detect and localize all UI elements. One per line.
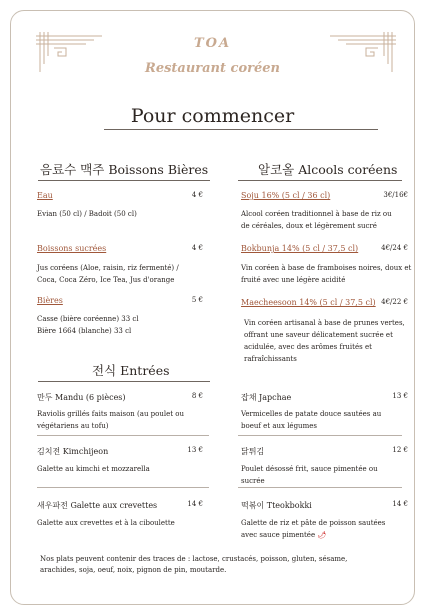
menu-item-desc: Galette de riz et pâte de poisson sautées avec sauce pimentée 🌶 <box>241 519 386 539</box>
menu-item-price: 12 € <box>392 446 408 454</box>
item-divider <box>37 435 209 436</box>
menu-item-name: Maecheesoon 14% (5 cl / 37,5 cl) <box>241 298 376 307</box>
menu-item-desc: Jus coréens (Aloe, raisin, riz fermenté) / Coca, Coca Zéro, Ice Tea, Jus d'orange <box>37 264 179 284</box>
menu-item-price: 4€/24 € <box>381 244 408 252</box>
section-divider <box>38 180 210 181</box>
menu-item-price: 8 € <box>191 392 203 400</box>
section-title-alcools: 알코올 Alcools coréens <box>258 162 398 177</box>
menu-item-price: 13 € <box>187 446 203 454</box>
item-divider <box>37 487 209 488</box>
menu-item-name: 만두 Mandu (6 pièces) <box>37 393 126 402</box>
menu-item-price: 3€/16€ <box>383 191 408 199</box>
chili-pepper-icon: 🌶 <box>317 531 327 539</box>
menu-item-price: 5 € <box>191 296 203 304</box>
menu-item-name: 닭튀김 <box>241 447 265 456</box>
menu-item-price: 14 € <box>187 500 203 508</box>
restaurant-subtitle: Restaurant coréen <box>145 61 280 76</box>
title-divider <box>104 129 378 130</box>
decorative-frame <box>10 10 415 605</box>
menu-item-desc: Alcool coréen traditionnel à base de riz ou de céréales, doux et légèrement sucré <box>241 210 392 230</box>
section-divider <box>238 180 402 181</box>
menu-item-name: Boissons sucrées <box>37 244 107 253</box>
restaurant-name: TOA <box>193 36 232 51</box>
menu-item-price: 14 € <box>392 500 408 508</box>
menu-item-name: 새우파전 Galette aux crevettes <box>37 501 158 510</box>
section-title-boissons: 음료수 맥주 Boissons Bières <box>40 162 209 177</box>
page-title: Pour commencer <box>130 105 295 127</box>
menu-item-name: 잡채 Japchae <box>241 393 292 402</box>
menu-item-name: Eau <box>37 191 53 200</box>
menu-item-price: 13 € <box>392 392 408 400</box>
menu-item-desc: Vin coréen artisanal à base de prunes vertes, offrant une saveur délicatement sucrée et acidulée, avec des arômes fruités et rafraîchissants <box>244 319 405 363</box>
menu-item-name: Bières <box>37 296 63 305</box>
menu-item-name: 떡볶이 Tteokbokki <box>241 501 312 510</box>
menu-item-desc: Evian (50 cl) / Badoit (50 cl) <box>37 210 137 218</box>
menu-item-desc: Vin coréen à base de framboises noires, doux et fruité avec une légère acidité <box>241 264 412 284</box>
menu-item-desc: Raviolis grillés faits maison (au poulet ou végétariens au tofu) <box>37 410 185 430</box>
menu-item-desc: Poulet désossé frit, sauce pimentée ou sucrée <box>241 465 378 485</box>
menu-item-price: 4 € <box>191 244 203 252</box>
menu-item-desc: Galette aux crevettes et à la ciboulette <box>37 519 175 527</box>
menu-item-price: 4€/22 € <box>381 298 408 306</box>
menu-item-name: Soju 16% (5 cl / 36 cl) <box>241 191 331 200</box>
menu-item-desc: Galette au kimchi et mozzarella <box>37 465 150 473</box>
allergen-notice: Nos plats peuvent contenir des traces de : lactose, crustacés, poisson, gluten, sésame, arachides, soja, oeuf, noix, pignon de pin, moutarde. <box>40 555 348 574</box>
item-divider <box>238 435 402 436</box>
menu-item-desc: Vermicelles de patate douce sautées au boeuf et aux légumes <box>241 410 382 430</box>
section-divider <box>38 381 210 382</box>
item-divider <box>238 487 402 488</box>
menu-item-name: 김치전 Kimchijeon <box>37 447 109 456</box>
menu-item-price: 4 € <box>191 191 203 199</box>
menu-item-name: Bokbunja 14% (5 cl / 37,5 cl) <box>241 244 359 253</box>
section-title-entrees: 전식 Entrées <box>92 363 170 378</box>
menu-item-desc: Casse (bière coréenne) 33 cl Bière 1664 (blanche) 33 cl <box>37 315 139 335</box>
